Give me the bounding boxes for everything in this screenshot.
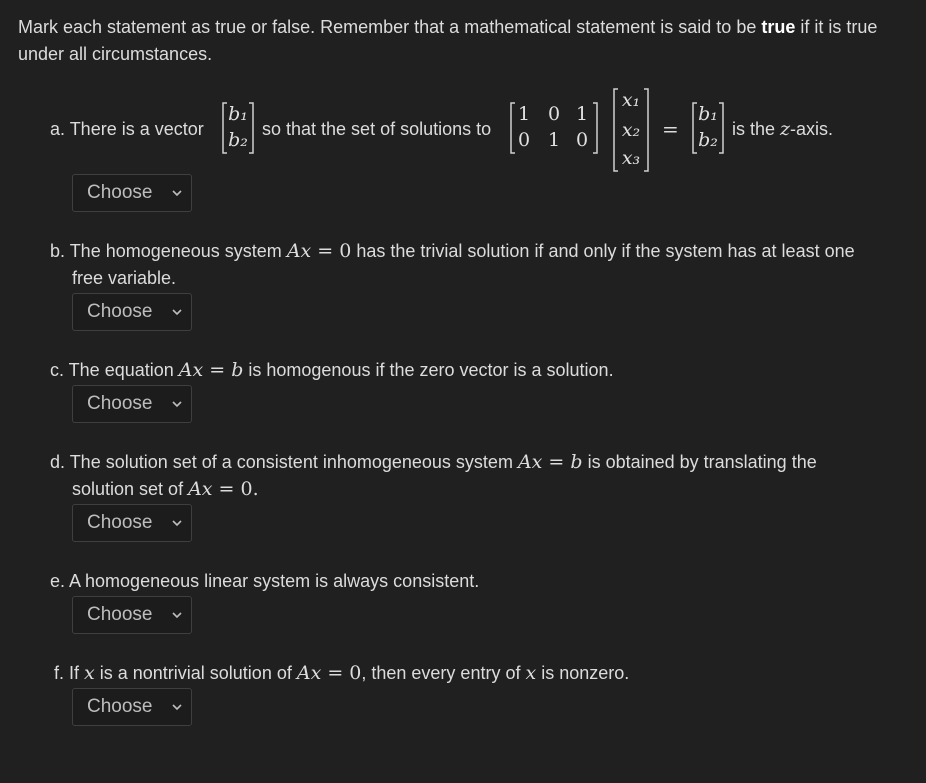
select-value: Choose: [87, 393, 153, 414]
answer-select-f[interactable]: [72, 688, 192, 726]
answer-select-e[interactable]: [72, 596, 192, 634]
vector-b-rhs-entry: b₁: [698, 103, 718, 125]
question-a-middle: so that the set of solutions to: [262, 119, 492, 139]
chevron-down-icon: [171, 701, 183, 713]
chevron-down-icon: [171, 609, 183, 621]
chevron-down-icon: [171, 306, 183, 318]
question-d-text: d. The solution set of a consistent inhomogeneous system Ax = b is obtained by translating the: [50, 451, 817, 473]
select-value: Choose: [87, 182, 153, 203]
answer-select-b[interactable]: [72, 293, 192, 331]
question-b-text: b. The homogeneous system Ax = 0 has the trivial solution if and only if the system has at least one: [50, 240, 855, 262]
question-f-text: f. If x is a nontrivial solution of Ax = 0, then every entry of x is nonzero.: [54, 662, 630, 684]
matrix-cell: 1: [547, 129, 561, 151]
matrix-cell: 1: [517, 103, 531, 125]
matrix-cell: 0: [547, 103, 561, 125]
select-value: Choose: [87, 301, 153, 322]
question-a-prefix: a. There is a vector: [50, 119, 204, 139]
question-a: [50, 84, 910, 180]
equals-sign: =: [662, 117, 679, 141]
question-e-text: e. A homogeneous linear system is always consistent.: [50, 571, 480, 591]
vector-b-entry: b₁: [228, 103, 248, 125]
select-value: Choose: [87, 604, 153, 625]
chevron-down-icon: [171, 398, 183, 410]
question-b: [50, 238, 910, 292]
answer-select-a[interactable]: [72, 174, 192, 212]
vector-x-entry: x₃: [621, 147, 641, 169]
question-b-text-line2: free variable.: [72, 268, 177, 288]
question-d: [50, 449, 910, 503]
vector-b-entry: b₂: [228, 129, 248, 151]
instructions: Mark each statement as true or false. Remember that a mathematical statement is said to be true if it is true under all circumstances.: [18, 17, 878, 64]
vector-b: [220, 100, 256, 156]
vector-b-rhs: [690, 100, 726, 156]
question-c: [50, 357, 910, 384]
matrix-cell: 0: [575, 129, 589, 151]
question-e: [50, 568, 910, 595]
chevron-down-icon: [171, 187, 183, 199]
matrix-a: [508, 100, 600, 156]
select-value: Choose: [87, 512, 153, 533]
chevron-down-icon: [171, 517, 183, 529]
vector-x-entry: x₁: [621, 89, 641, 111]
question-d-text-line2: solution set of Ax = 0.: [72, 478, 259, 500]
select-value: Choose: [87, 696, 153, 717]
question-a-suffix: is the z-axis.: [732, 118, 834, 140]
answer-select-c[interactable]: [72, 385, 192, 423]
answer-select-d[interactable]: [72, 504, 192, 542]
true-keyword: true: [761, 17, 796, 37]
vector-x: [611, 86, 651, 174]
vector-b-rhs-entry: b₂: [698, 129, 718, 151]
matrix-cell: 0: [517, 129, 531, 151]
question-c-text: c. The equation Ax = b is homogenous if the zero vector is a solution.: [50, 359, 614, 381]
vector-x-entry: x₂: [621, 119, 641, 141]
matrix-cell: 1: [575, 103, 589, 125]
question-f: [54, 660, 910, 687]
